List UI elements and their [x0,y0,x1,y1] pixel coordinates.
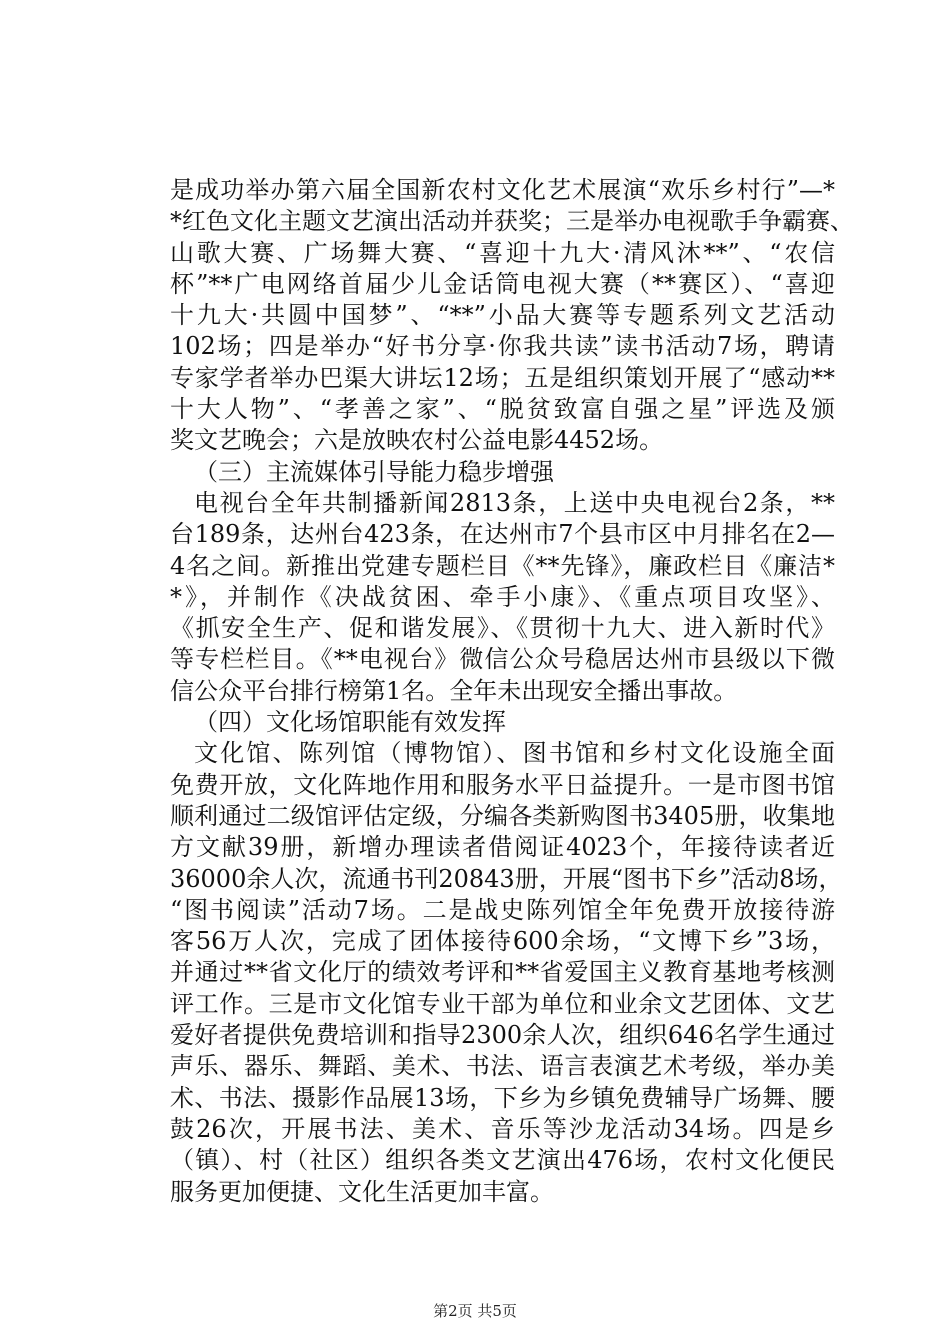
text-line: 顺利通过二级馆评估定级，分编各类新购图书3405册，收集地 [170,801,835,830]
text-line: 爱好者提供免费培训和指导2300余人次，组织646名学生通过 [170,1021,835,1050]
text-line: 术、书法、摄影作品展13场，下乡为乡镇免费辅导广场舞、腰 [170,1083,835,1112]
text-line: 信公众平台排行榜第1名。全年未出现安全播出事故。 [170,676,738,705]
paragraph-heading-or-first-line: （四）文化场馆职能有效发挥 [194,708,506,737]
text-line: 杯”**广电网络首届少儿金话筒电视大赛（**赛区）、“喜迎 [170,269,835,298]
text-line: 服务更加便捷、文化生活更加丰富。 [170,1177,554,1206]
text-line: 台189条，达州台423条，在达州市7个县市区中月排名在2— [170,520,835,549]
text-line: 十大人物”、“孝善之家”、“脱贫致富自强之星”评选及颁 [170,395,835,424]
text-line: *》，并制作《决战贫困、牵手小康》、《重点项目攻坚》、 [170,582,835,611]
text-line: 声乐、器乐、舞蹈、美术、书法、语言表演艺术考级，举办美 [170,1052,835,1081]
text-line: （镇）、村（社区）组织各类文艺演出476场，农村文化便民 [170,1146,835,1175]
paragraph-heading-or-first-line: 文化馆、陈列馆（博物馆）、图书馆和乡村文化设施全面 [194,739,835,768]
text-line: 4名之间。新推出党建专题栏目《**先锋》，廉政栏目《廉洁* [170,551,835,580]
text-line: 并通过**省文化厅的绩效考评和**省爱国主义教育基地考核测 [170,958,835,987]
text-line: *红色文化主题文艺演出活动并获奖；三是举办电视歌手争霸赛、 [170,207,854,236]
text-line: 免费开放，文化阵地作用和服务水平日益提升。一是市图书馆 [170,770,835,799]
text-line: 十九大·共圆中国梦”、“**”小品大赛等专题系列文艺活动 [170,301,835,330]
text-line: 36000余人次，流通书刊20843册，开展“图书下乡”活动8场， [170,864,843,893]
text-line: 评工作。三是市文化馆专业干部为单位和业余文艺团体、文艺 [170,989,835,1018]
text-line: 奖文艺晚会；六是放映农村公益电影4452场。 [170,426,664,455]
document-body [170,175,854,1208]
text-line: “图书阅读”活动7场。二是战史陈列馆全年免费开放接待游 [170,895,835,924]
paragraph-heading-or-first-line: （三）主流媒体引导能力稳步增强 [194,457,554,486]
text-line: 专家学者举办巴渠大讲坛12场；五是组织策划开展了“感动** [170,363,835,392]
paragraph-heading-or-first-line: 电视台全年共制播新闻2813条，上送中央电视台2条，** [194,488,835,517]
text-line: 《抓安全生产、促和谐发展》、《贯彻十九大、进入新时代》 [170,614,835,643]
text-line: 鼓26次，开展书法、美术、音乐等沙龙活动34场。四是乡 [170,1114,835,1143]
text-line: 方文献39册，新增办理读者借阅证4023个，年接待读者近 [170,833,835,862]
text-line: 山歌大赛、广场舞大赛、“喜迎十九大·清风沐**”、“农信 [170,238,835,267]
text-line: 等专栏栏目。《**电视台》微信公众号稳居达州市县级以下微 [170,645,835,674]
text-line: 是成功举办第六届全国新农村文化艺术展演“欢乐乡村行”—* [170,176,835,204]
text-line: 客56万人次，完成了团体接待600余场，“文博下乡”3场， [170,927,835,956]
text-line: 102场；四是举办“好书分享·你我共读”读书活动7场，聘请 [170,332,835,361]
page-footer: 第2页 共5页 [433,1302,517,1320]
